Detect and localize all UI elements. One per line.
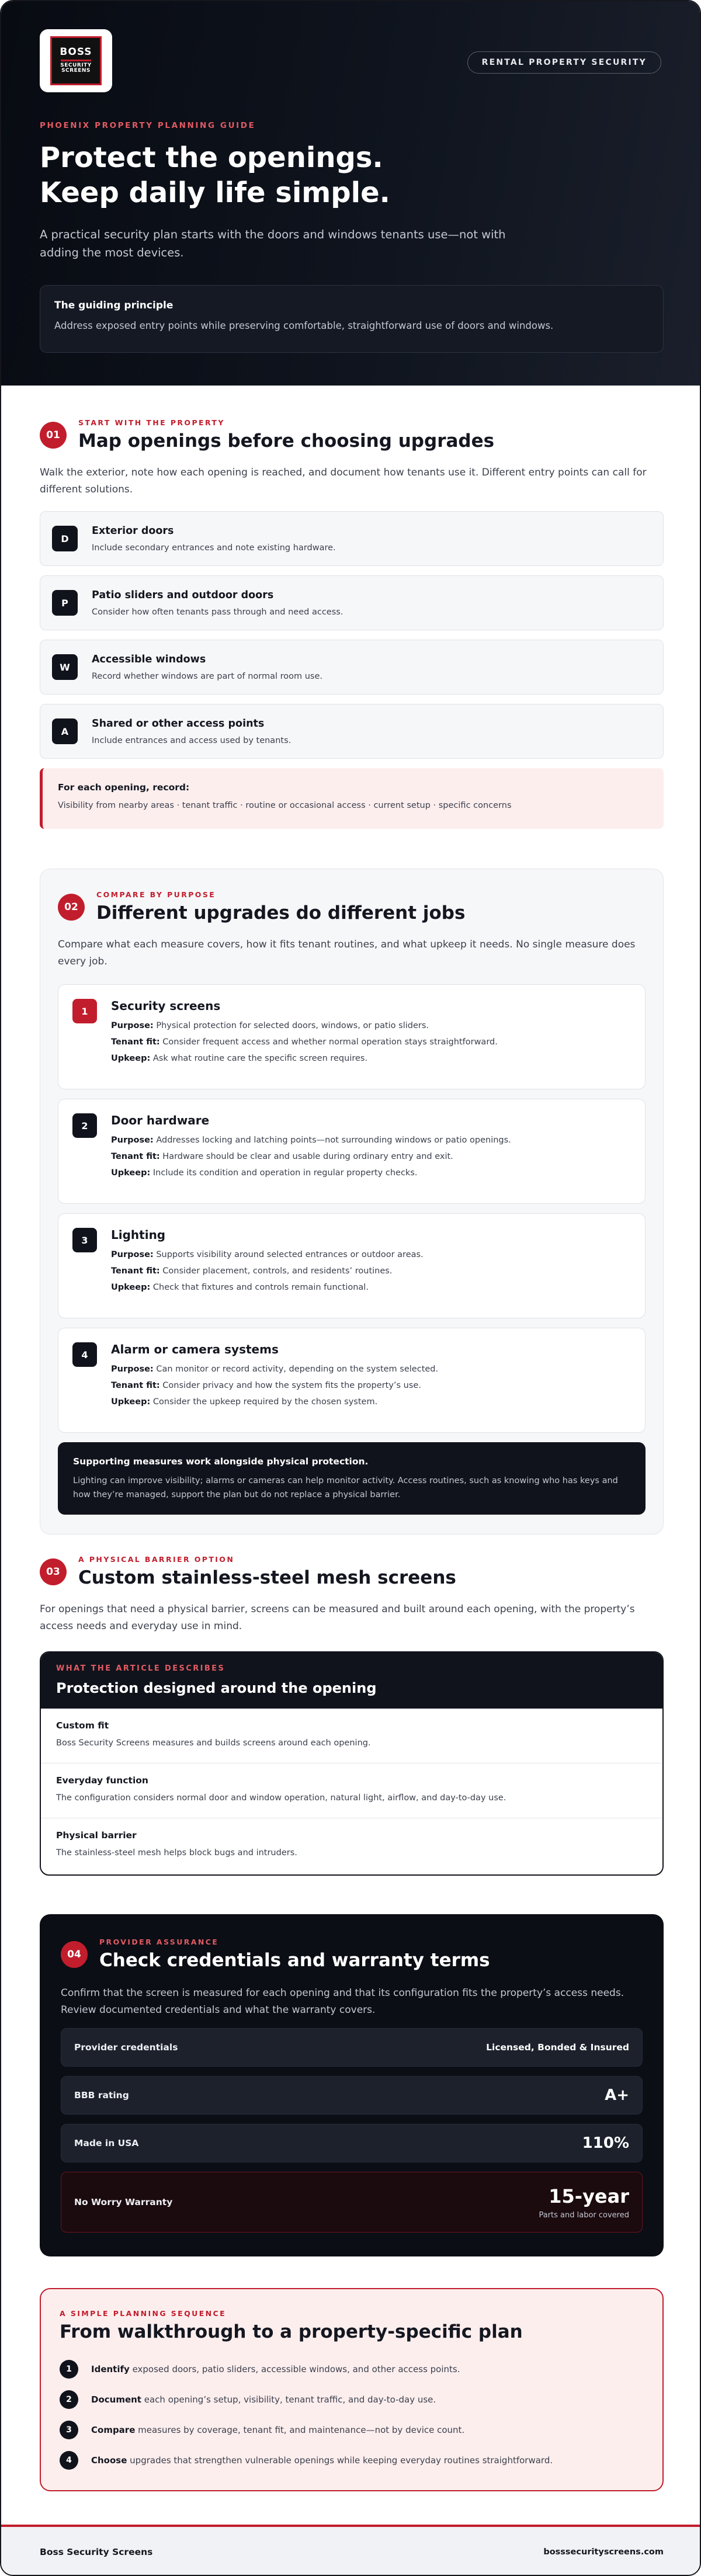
- section-title: Check credentials and warranty terms: [99, 1950, 490, 1971]
- tenant-fit-text: Consider privacy and how the system fits the property’s use.: [162, 1381, 421, 1390]
- step-verb: Document: [91, 2394, 141, 2405]
- section-kicker: A PHYSICAL BARRIER OPTION: [78, 1555, 235, 1564]
- record-text: Visibility from nearby areas · tenant traffic · routine or occasional access · current setup · specific concerns: [58, 801, 512, 810]
- section-title: From walkthrough to a property-specific plan: [60, 2321, 523, 2342]
- upgrade-purpose: [111, 1136, 511, 1145]
- guiding-principle-box: [40, 285, 664, 353]
- section-header: [40, 1555, 664, 1588]
- purpose-text: Addresses locking and latching points—not surrounding windows or patio openings.: [156, 1136, 511, 1145]
- item-title: Exterior doors: [92, 525, 174, 537]
- step-number: 1: [60, 2360, 78, 2379]
- step-text: [91, 2455, 553, 2466]
- logo[interactable]: [40, 29, 112, 92]
- warranty-value-group: [539, 2185, 629, 2220]
- upkeep-label: Upkeep:: [111, 1283, 151, 1292]
- item-description: The stainless-steel mesh helps block bugs and intruders.: [56, 1848, 297, 1858]
- upgrade-upkeep: [111, 1054, 498, 1063]
- step-detail: measures by coverage, tenant fit, and maintenance—not by device count.: [135, 2425, 465, 2435]
- step-item: [60, 2421, 644, 2439]
- upgrade-number: 3: [72, 1228, 97, 1252]
- section-lead: For openings that need a physical barrier, screens can be measured and built around each opening, with the property’s access needs and everyday use in mind.: [40, 1603, 635, 1632]
- page-title-line-1: Protect the openings.: [40, 141, 383, 174]
- credential-value: Licensed, Bonded & Insured: [486, 2042, 629, 2053]
- upgrade-card: [58, 1213, 646, 1318]
- section-lead: Walk the exterior, note how each opening is reached, and document how tenants use it. Different entry points can call for different solutions.: [40, 467, 647, 495]
- upgrade-tenant-fit: [111, 1381, 438, 1390]
- upgrade-tenant-fit: [111, 1037, 498, 1047]
- mesh-box-header: [41, 1652, 662, 1709]
- section-credentials: [40, 1914, 664, 2256]
- category-pill: RENTAL PROPERTY SECURITY: [467, 51, 661, 74]
- step-list: [60, 2360, 644, 2470]
- section-title: Map openings before choosing upgrades: [78, 431, 495, 452]
- item-description: Consider how often tenants pass through and need access.: [92, 607, 343, 617]
- upkeep-text: Ask what routine care the specific screen requires.: [152, 1054, 368, 1063]
- warranty-value: 15-year: [549, 2185, 629, 2207]
- list-item: [40, 511, 664, 566]
- section-number-badge: 02: [58, 894, 85, 921]
- tenant-fit-label: Tenant fit:: [111, 1152, 160, 1161]
- purpose-label: Purpose:: [111, 1250, 154, 1259]
- logo-line-3: SCREENS: [61, 68, 91, 74]
- upgrade-tenant-fit: [111, 1266, 424, 1276]
- tenant-fit-label: Tenant fit:: [111, 1037, 160, 1047]
- credential-row: [61, 2028, 643, 2067]
- patio-icon: P: [52, 590, 78, 616]
- item-title: Accessible windows: [92, 653, 206, 665]
- logo-mark: [50, 36, 102, 85]
- upkeep-label: Upkeep:: [111, 1168, 151, 1178]
- upgrade-title: Alarm or camera systems: [111, 1342, 279, 1356]
- warranty-label: No Worry Warranty: [74, 2197, 173, 2207]
- upgrade-title: Security screens: [111, 999, 221, 1013]
- tenant-fit-label: Tenant fit:: [111, 1266, 160, 1276]
- upgrade-number: 2: [72, 1113, 97, 1138]
- section-map-openings: [40, 418, 664, 829]
- item-title: Shared or other access points: [92, 717, 265, 730]
- list-item: [41, 1763, 662, 1818]
- window-icon: W: [52, 654, 78, 680]
- step-number: 3: [60, 2421, 78, 2439]
- door-icon: D: [52, 526, 78, 551]
- upgrade-title: Lighting: [111, 1228, 166, 1242]
- section-compare-upgrades: [40, 869, 664, 1535]
- record-callout: [40, 768, 664, 829]
- tenant-fit-text: Hardware should be clear and usable during ordinary entry and exit.: [162, 1152, 453, 1161]
- upkeep-label: Upkeep:: [111, 1397, 151, 1407]
- credential-label: BBB rating: [74, 2090, 129, 2101]
- purpose-text: Supports visibility around selected entrances or outdoor areas.: [156, 1250, 424, 1259]
- section-number-badge: 03: [40, 1558, 67, 1585]
- purpose-label: Purpose:: [111, 1021, 154, 1030]
- guiding-principle-title: The guiding principle: [54, 300, 173, 311]
- upgrade-number: 4: [72, 1342, 97, 1367]
- item-description: The configuration considers normal door and window operation, natural light, airflow, and day-to-day use.: [56, 1793, 506, 1803]
- list-item: [40, 704, 664, 759]
- warranty-row: [61, 2172, 643, 2233]
- step-text: [91, 2425, 464, 2435]
- item-description: Include entrances and access used by tenants.: [92, 735, 291, 745]
- section-planning-sequence: [40, 2288, 664, 2491]
- item-title: Patio sliders and outdoor doors: [92, 589, 274, 601]
- mesh-box-kicker: WHAT THE ARTICLE DESCRIBES: [56, 1664, 225, 1673]
- tenant-fit-text: Consider frequent access and whether normal operation stays straightforward.: [162, 1037, 498, 1047]
- hero-description: A practical security plan starts with the doors and windows tenants use—not with adding the most devices.: [40, 228, 506, 259]
- guiding-principle-text: Address exposed entry points while preserving comfortable, straightforward use of doors and windows.: [54, 320, 554, 331]
- section-header: [40, 418, 664, 452]
- footer-brand: Boss Security Screens: [40, 2547, 153, 2557]
- upgrade-upkeep: [111, 1283, 424, 1292]
- section-title: Custom stainless-steel mesh screens: [78, 1567, 456, 1588]
- section-title: Different upgrades do different jobs: [96, 902, 466, 924]
- opening-list: [40, 511, 664, 759]
- section-lead: Confirm that the screen is measured for each opening and that its configuration fits the property’s access needs. Review documented credentials and what the warranty covers.: [61, 1987, 624, 2016]
- credential-row: [61, 2124, 643, 2162]
- warranty-subtext: Parts and labor covered: [539, 2210, 629, 2220]
- list-item: [40, 640, 664, 695]
- tenant-fit-text: Consider placement, controls, and residents’ routines.: [162, 1266, 393, 1276]
- credential-list: [61, 2028, 643, 2233]
- logo-line-2: SECURITY: [60, 62, 92, 68]
- upgrade-card: [58, 1099, 646, 1204]
- credential-label: Provider credentials: [74, 2042, 178, 2053]
- hero-header: [1, 1, 700, 386]
- upkeep-text: Consider the upkeep required by the chosen system.: [152, 1397, 378, 1407]
- section-mesh-screens: [40, 1555, 664, 1876]
- upgrade-tenant-fit: [111, 1152, 511, 1161]
- section-kicker: COMPARE BY PURPOSE: [96, 890, 216, 899]
- purpose-text: Can monitor or record activity, depending on the system selected.: [156, 1365, 439, 1374]
- tenant-fit-label: Tenant fit:: [111, 1381, 160, 1390]
- upkeep-label: Upkeep:: [111, 1054, 151, 1063]
- step-detail: upgrades that strengthen vulnerable openings while keeping everyday routines straightforward.: [127, 2455, 553, 2466]
- upgrade-purpose: [111, 1250, 424, 1259]
- step-number: 4: [60, 2451, 78, 2470]
- hero-kicker: PHOENIX PROPERTY PLANNING GUIDE: [40, 121, 256, 130]
- upgrade-number: 1: [72, 999, 97, 1023]
- mesh-description-box: [40, 1651, 664, 1876]
- supporting-measures-note: [58, 1442, 646, 1515]
- credential-row: [61, 2076, 643, 2115]
- step-detail: each opening’s setup, visibility, tenant traffic, and day-to-day use.: [141, 2394, 436, 2405]
- step-number: 2: [60, 2390, 78, 2409]
- step-verb: Choose: [91, 2455, 127, 2466]
- section-kicker: PROVIDER ASSURANCE: [99, 1938, 219, 1946]
- upgrade-purpose: [111, 1021, 498, 1030]
- section-lead: Compare what each measure covers, how it fits tenant routines, and what upkeep it needs. No single measure does every job.: [58, 939, 636, 967]
- section-header: [61, 1938, 643, 1971]
- section-kicker: A SIMPLE PLANNING SEQUENCE: [60, 2309, 227, 2318]
- upkeep-text: Include its condition and operation in regular property checks.: [152, 1168, 418, 1178]
- item-title: Everyday function: [56, 1775, 148, 1786]
- upkeep-text: Check that fixtures and controls remain functional.: [152, 1283, 369, 1292]
- credential-value: 110%: [582, 2134, 629, 2152]
- upgrade-purpose: [111, 1365, 438, 1374]
- logo-divider: [61, 60, 91, 61]
- step-item: [60, 2451, 644, 2470]
- mesh-box-title: Protection designed around the opening: [56, 1680, 377, 1696]
- section-number-badge: 04: [61, 1941, 88, 1968]
- purpose-label: Purpose:: [111, 1365, 154, 1374]
- item-title: Physical barrier: [56, 1830, 137, 1841]
- record-title: For each opening, record:: [58, 782, 190, 793]
- section-kicker: START WITH THE PROPERTY: [78, 418, 225, 427]
- credential-label: Made in USA: [74, 2138, 139, 2148]
- step-text: [91, 2364, 460, 2374]
- step-detail: exposed doors, patio sliders, accessible windows, and other access points.: [129, 2364, 460, 2374]
- page-title-line-2: Keep daily life simple.: [40, 176, 390, 209]
- step-text: [91, 2394, 436, 2405]
- logo-line-1: BOSS: [60, 46, 92, 58]
- item-description: Boss Security Screens measures and builds screens around each opening.: [56, 1738, 371, 1748]
- item-title: Custom fit: [56, 1720, 109, 1731]
- note-title: Supporting measures work alongside physical protection.: [73, 1456, 369, 1467]
- page-title: [40, 140, 565, 210]
- step-item: [60, 2360, 644, 2379]
- item-description: Include secondary entrances and note existing hardware.: [92, 543, 336, 553]
- step-verb: Compare: [91, 2425, 136, 2435]
- page-footer: [1, 2525, 701, 2576]
- upgrade-card: [58, 984, 646, 1089]
- list-item: [41, 1709, 662, 1763]
- note-text: Lighting can improve visibility; alarms or cameras can help monitor activity. Access routines, such as knowing who has keys and how they’re managed, support the plan but do not replace a physical barrier.: [73, 1476, 618, 1499]
- step-verb: Identify: [91, 2364, 130, 2374]
- upgrade-upkeep: [111, 1168, 511, 1178]
- section-number-badge: 01: [40, 422, 67, 449]
- upgrade-title: Door hardware: [111, 1113, 210, 1127]
- upgrade-card: [58, 1328, 646, 1433]
- credential-value: A+: [605, 2087, 629, 2104]
- purpose-label: Purpose:: [111, 1136, 154, 1145]
- list-item: [41, 1818, 662, 1873]
- purpose-text: Physical protection for selected doors, windows, or patio sliders.: [156, 1021, 429, 1030]
- footer-website-link[interactable]: bosssecurityscreens.com: [543, 2547, 664, 2557]
- item-description: Record whether windows are part of normal room use.: [92, 671, 323, 681]
- list-item: [40, 575, 664, 630]
- step-item: [60, 2390, 644, 2409]
- upgrade-upkeep: [111, 1397, 438, 1407]
- access-point-icon: A: [52, 718, 78, 744]
- upgrade-list: [58, 984, 646, 1433]
- section-header: [58, 890, 646, 924]
